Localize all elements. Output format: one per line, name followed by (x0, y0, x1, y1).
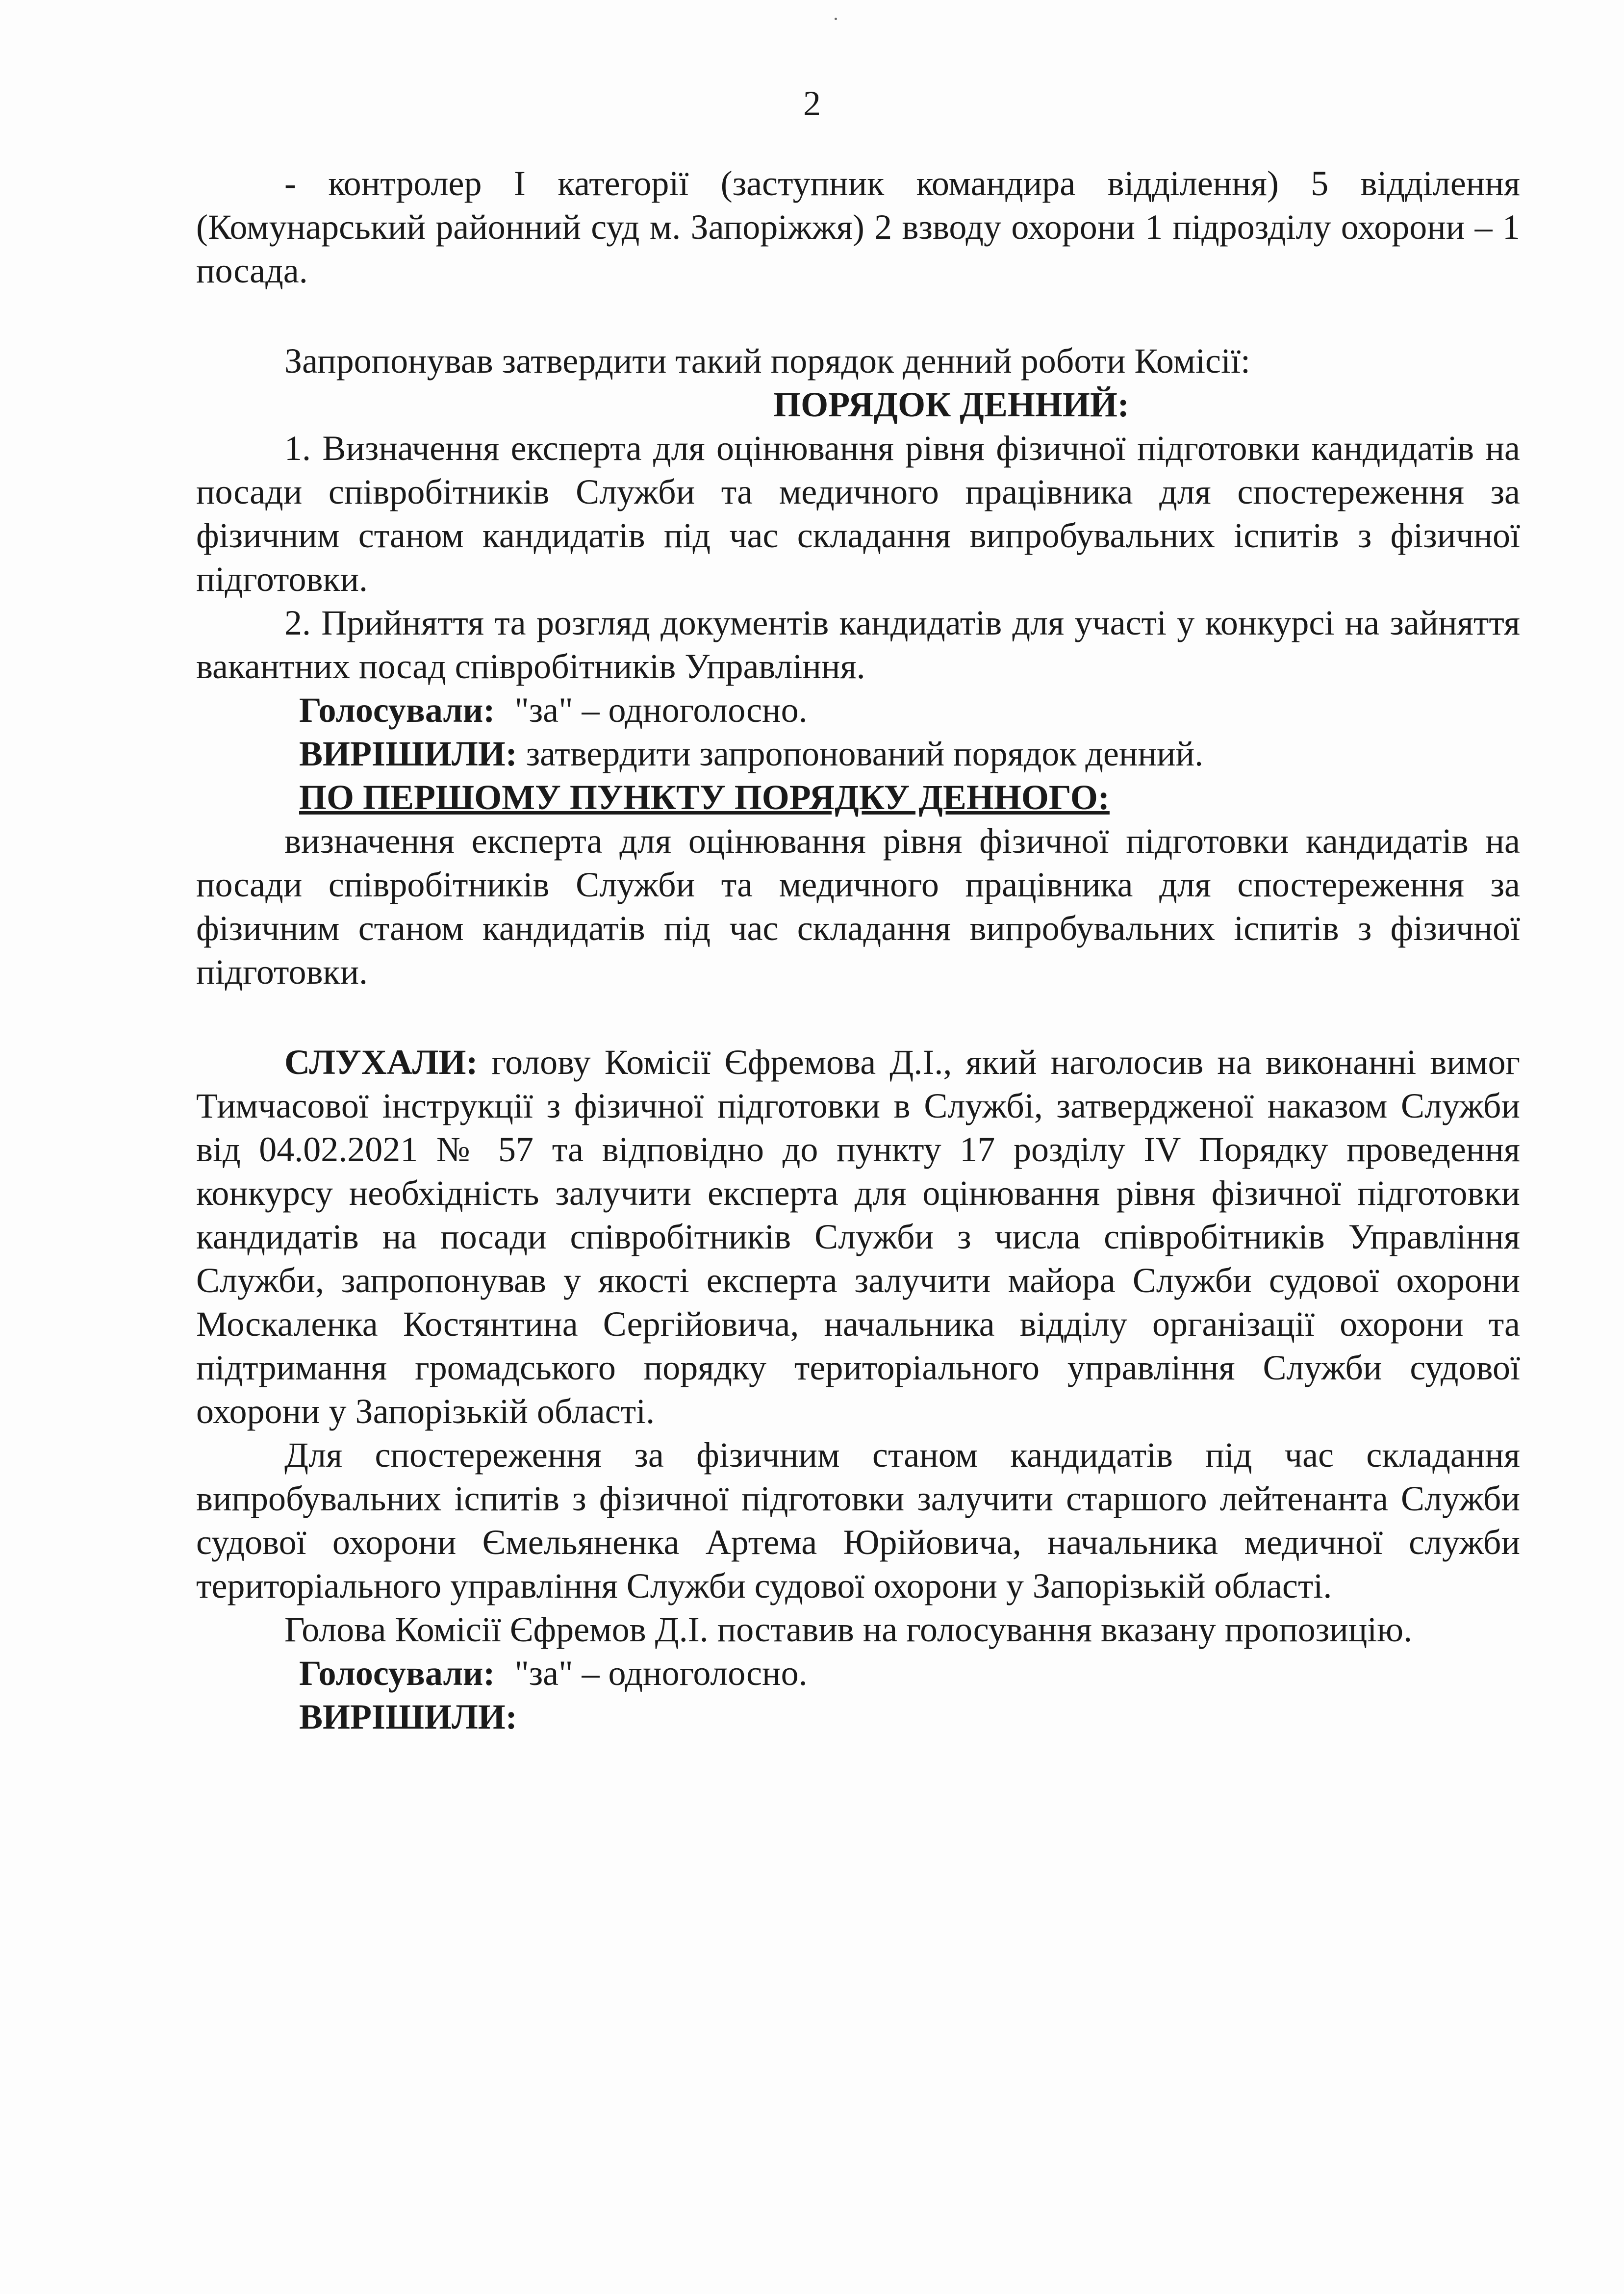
decision-label: ВИРІШИЛИ: (299, 734, 517, 773)
heard-paragraph (196, 1041, 1520, 1433)
vote-line-1 (196, 688, 1520, 732)
medical-paragraph: Для спостереження за фізичним станом кандидатів під час складання випробувальних іспитів з фізичної підготовки залучити старшого лейтенанта Служби судової охорони Ємельяненка Артема Юрійовича, начальника медичної служби територіального управління Служби судової охорони у Запорізькій області. (196, 1435, 1520, 1606)
decision-line-2 (196, 1695, 1520, 1739)
first-item-heading: ПО ПЕРШОМУ ПУНКТУ ПОРЯДКУ ДЕННОГО: (299, 778, 1110, 817)
proposal-line: Запропонував затвердити такий порядок денний роботи Комісії: (284, 341, 1251, 381)
document-body (196, 162, 1520, 1739)
heard-label: СЛУХАЛИ: (284, 1043, 478, 1082)
vote-label-2: Голосували: (299, 1654, 495, 1693)
vote-label: Голосували: (299, 690, 495, 730)
agenda-item-2: 2. Прийняття та розгляд документів кандидатів для участі у конкурсі на зайняття вакантних посад співробітників Управління. (196, 603, 1520, 686)
chair-paragraph: Голова Комісії Єфремов Д.І. поставив на голосування вказану пропозицію. (284, 1610, 1413, 1649)
heard-text: голову Комісії Єфремова Д.І., який наголосив на виконанні вимог Тимчасової інструкції з фізичної підготовки в Службі, затвердженої наказом Служби від 04.02.2021 № 57 та відповідно до пункту 17 розділу IV Порядку проведення конкурсу необхідність залучити експерта для оцінювання рівня фізичної підготовки кандидатів на посади співробітників Служби з числа співробітників Управління Служби, запропонував у якості експерта залучити майора Служби судової охорони Москаленка Костянтина Сергійовича, начальника відділу організації охорони та підтримання громадського порядку територіального управління Служби судової охорони у Запорізькій області. (196, 1043, 1521, 1431)
vote-value: "за" – одноголосно. (514, 690, 808, 730)
intro-paragraph: - контролер I категорії (заступник командира відділення) 5 відділення (Комунарський районний суд м. Запоріжжя) 2 взводу охорони 1 підрозділу охорони – 1 посада. (196, 164, 1520, 290)
agenda-item-1: 1. Визначення експерта для оцінювання рівня фізичної підготовки кандидатів на посади співробітників Служби та медичного працівника для спостереження за фізичним станом кандидатів під час складання випробувальних іспитів з фізичної підготовки. (196, 429, 1520, 599)
agenda-title: ПОРЯДОК ДЕННИЙ: (773, 385, 1129, 424)
page-number: 2 (803, 84, 821, 123)
scan-dot-top (835, 18, 837, 20)
decision-text: затвердити запропонований порядок денний. (526, 734, 1204, 773)
first-item-text: визначення експерта для оцінювання рівня фізичної підготовки кандидатів на посади співробітників Служби та медичного працівника для спостереження за фізичним станом кандидатів під час складання випробувальних іспитів з фізичної підготовки. (196, 821, 1520, 992)
decision-line-1 (196, 732, 1520, 776)
vote-line-2 (196, 1652, 1520, 1695)
decision-label-2: ВИРІШИЛИ: (299, 1697, 517, 1736)
vote-value-2: "за" – одноголосно. (514, 1654, 808, 1693)
